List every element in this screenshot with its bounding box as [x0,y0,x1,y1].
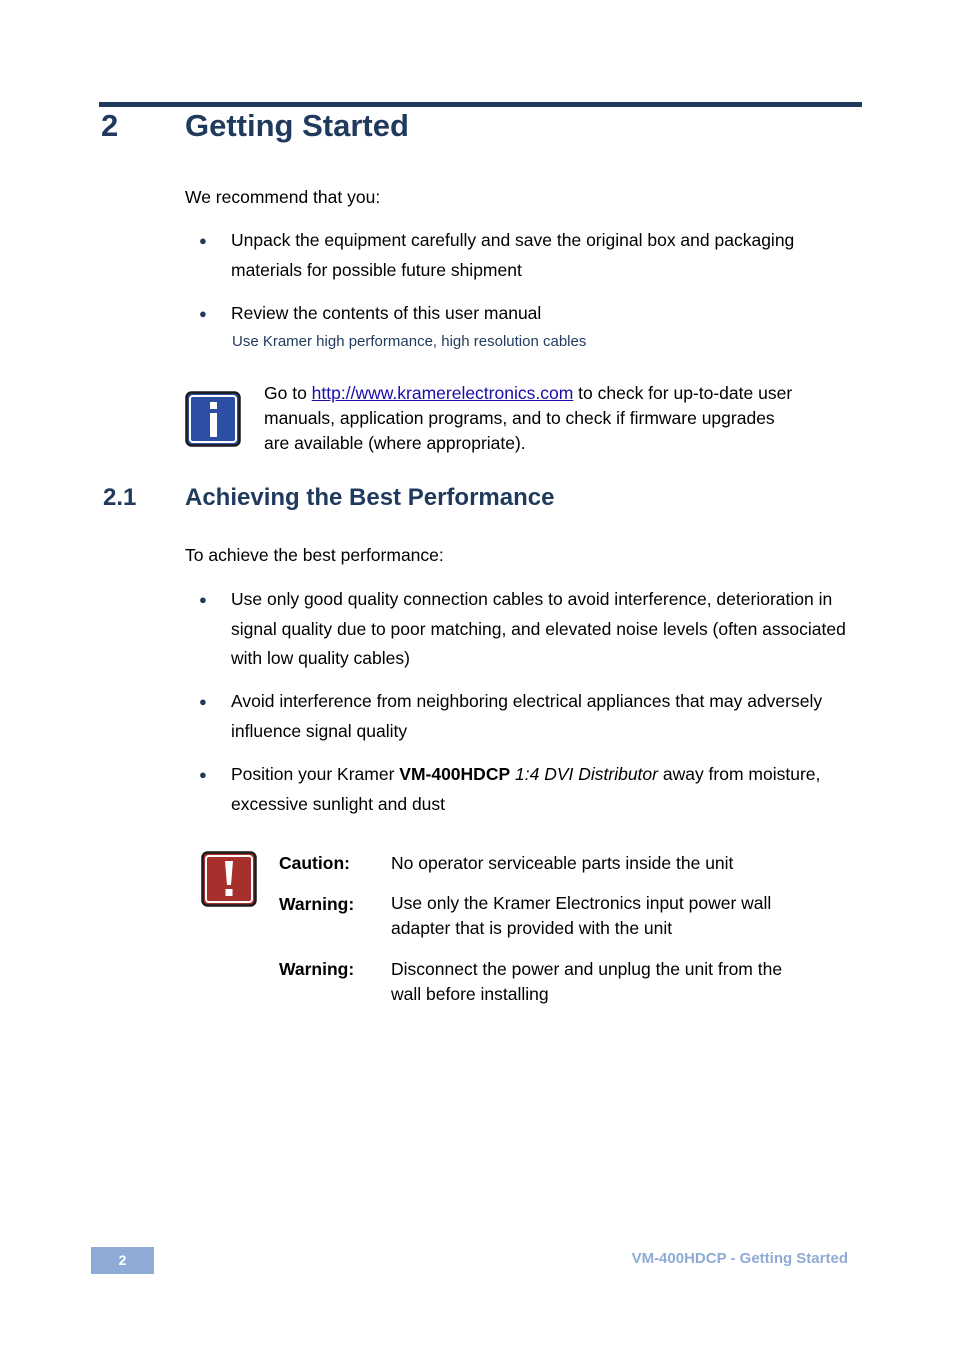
kramer-website-link[interactable]: http://www.kramerelectronics.com [311,383,574,403]
warning-icon [201,851,257,907]
info-icon [185,391,241,447]
warning-text: Disconnect the power and unplug the unit from the wall before installing [391,959,783,1004]
bullet-dot: ● [199,767,207,782]
performance-item [231,760,856,819]
item-before: Position your Kramer [231,764,400,784]
bullet-dot: ● [199,306,207,321]
chapter-number: 2 [101,108,119,143]
bullet-dot: ● [199,233,207,248]
recommendation-item: Review the contents of this user manual [231,303,542,323]
chapter-title: Getting Started [185,108,409,143]
caution-label: Caution: [279,853,350,873]
page-number: 2 [91,1247,154,1274]
warning-text: Use only the Kramer Electronics input power wall adapter that is provided with the unit [391,893,772,938]
section-number: 2.1 [103,484,137,511]
model-name: VM-400HDCP [399,764,511,784]
info-suffix: to check for up-to-date user manuals, application programs, and to check if firmware upgrades are available (where appropriate). [264,383,793,453]
warning-label: Warning: [279,959,355,979]
product-name: 1:4 DVI Distributor [515,764,658,784]
caution-text: No operator serviceable parts inside the unit [391,853,734,873]
intro-text: We recommend that you: [185,187,381,207]
chapter-rule [99,102,862,107]
performance-item: Avoid interference from neighboring electrical appliances that may adversely influence signal quality [231,691,823,741]
bullet-dot: ● [199,592,207,607]
info-prefix: Go to [264,383,312,403]
section-title: Achieving the Best Performance [185,484,555,511]
item-after: away from moisture, excessive sunlight and dust [231,764,821,814]
bullet-dot: ● [199,694,207,709]
sub-note: Use Kramer high performance, high resolution cables [232,333,587,350]
info-note [264,381,804,456]
warning-label: Warning: [279,894,355,914]
performance-item: Use only good quality connection cables to avoid interference, deterioration in signal quality due to poor matching, and elevated noise levels (often associated with low quality cables) [231,589,846,668]
footer-title: VM-400HDCP - Getting Started [631,1250,848,1267]
recommendation-item: Unpack the equipment carefully and save the original box and packaging materials for possible future shipment [231,230,795,280]
section-intro: To achieve the best performance: [185,545,444,565]
